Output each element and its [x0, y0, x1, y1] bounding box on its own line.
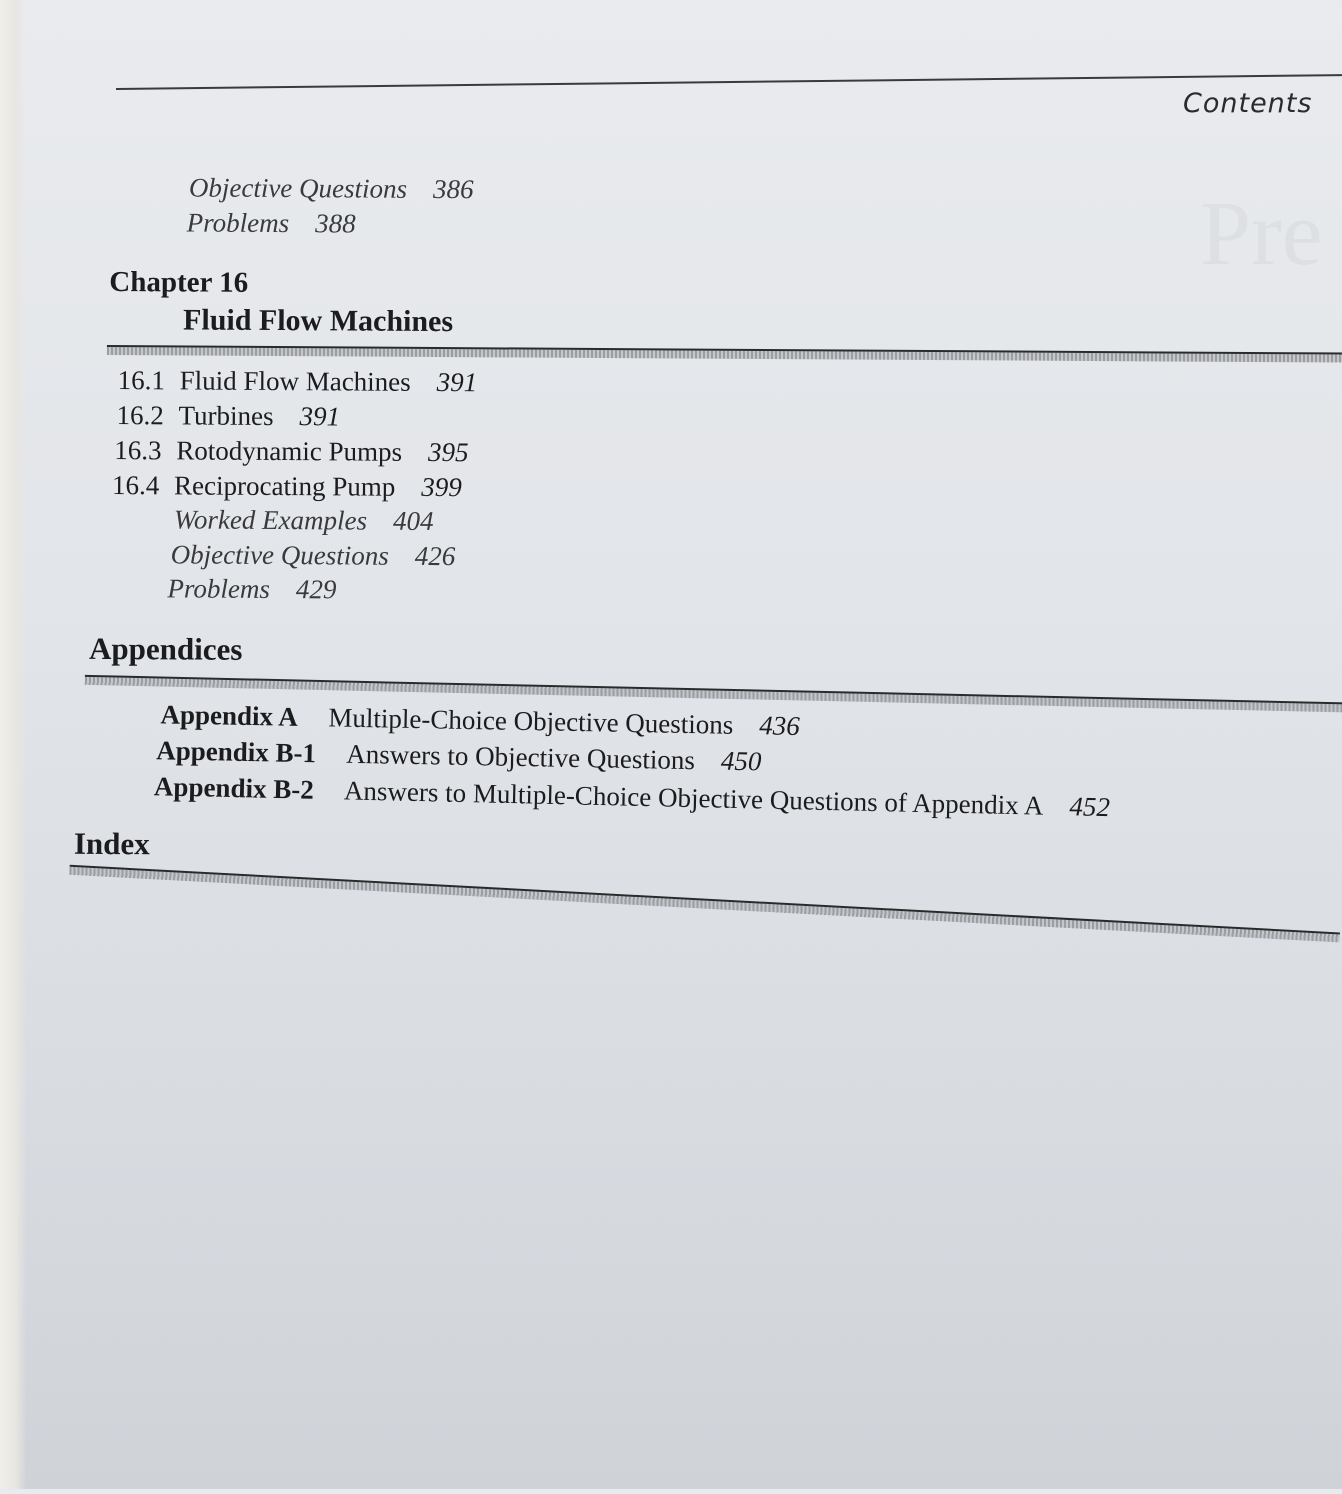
running-header: Contents — [1183, 88, 1313, 119]
toc-section — [116, 400, 340, 432]
toc-entry — [174, 504, 434, 537]
appendix-page: 452 — [1069, 791, 1111, 823]
toc-section — [114, 435, 468, 468]
section-number: 16.2 — [116, 400, 164, 431]
section-label: Fluid Flow Machines — [179, 365, 411, 397]
toc-entry — [167, 573, 336, 605]
appendix-entry — [154, 771, 1111, 823]
toc-entry — [189, 172, 474, 205]
toc-entry — [187, 207, 356, 239]
section-label: Rotodynamic Pumps — [176, 435, 403, 467]
appendix-page: 450 — [720, 745, 762, 777]
show-through-text: Pre — [1200, 182, 1323, 284]
appendix-code: Appendix A — [160, 699, 299, 732]
appendix-entry — [160, 699, 800, 742]
appendix-label: Answers to Multiple-Choice Objective Questions of Appendix A — [343, 775, 1044, 821]
appendix-page: 436 — [759, 710, 801, 742]
index-rule — [69, 865, 1340, 943]
section-label: Reciprocating Pump — [173, 470, 396, 502]
chapter-label: Chapter 16 — [109, 265, 249, 299]
section-label: Turbines — [178, 400, 274, 432]
appendix-code: Appendix B-2 — [153, 771, 315, 805]
chapter-rule — [107, 345, 1342, 363]
appendix-entry — [156, 735, 762, 777]
toc-section — [112, 470, 462, 503]
section-page: 391 — [436, 367, 478, 398]
entry-label: Problems — [167, 573, 271, 604]
appendix-code: Appendix B-1 — [156, 735, 317, 769]
entry-page: 386 — [433, 173, 474, 205]
entry-label: Worked Examples — [173, 504, 368, 536]
entry-page: 426 — [414, 540, 456, 572]
toc-entry — [171, 539, 456, 572]
chapter-title: Fluid Flow Machines — [182, 303, 454, 339]
appendices-heading: Appendices — [88, 630, 243, 667]
entry-label: Problems — [186, 207, 290, 239]
entry-page: 404 — [392, 505, 434, 536]
entry-page: 388 — [315, 208, 356, 239]
section-number: 16.4 — [111, 470, 160, 501]
section-page: 391 — [299, 401, 341, 432]
section-page: 395 — [427, 436, 469, 468]
section-number: 16.3 — [114, 435, 162, 466]
section-page: 399 — [421, 471, 462, 503]
appendix-label: Answers to Objective Questions — [345, 738, 696, 776]
entry-label: Objective Questions — [188, 172, 408, 204]
appendix-label: Multiple-Choice Objective Questions — [328, 702, 734, 740]
toc-section — [118, 365, 478, 398]
section-number: 16.1 — [117, 365, 166, 396]
entry-label: Objective Questions — [170, 539, 389, 571]
index-heading: Index — [73, 825, 150, 862]
entry-page: 429 — [295, 574, 337, 605]
